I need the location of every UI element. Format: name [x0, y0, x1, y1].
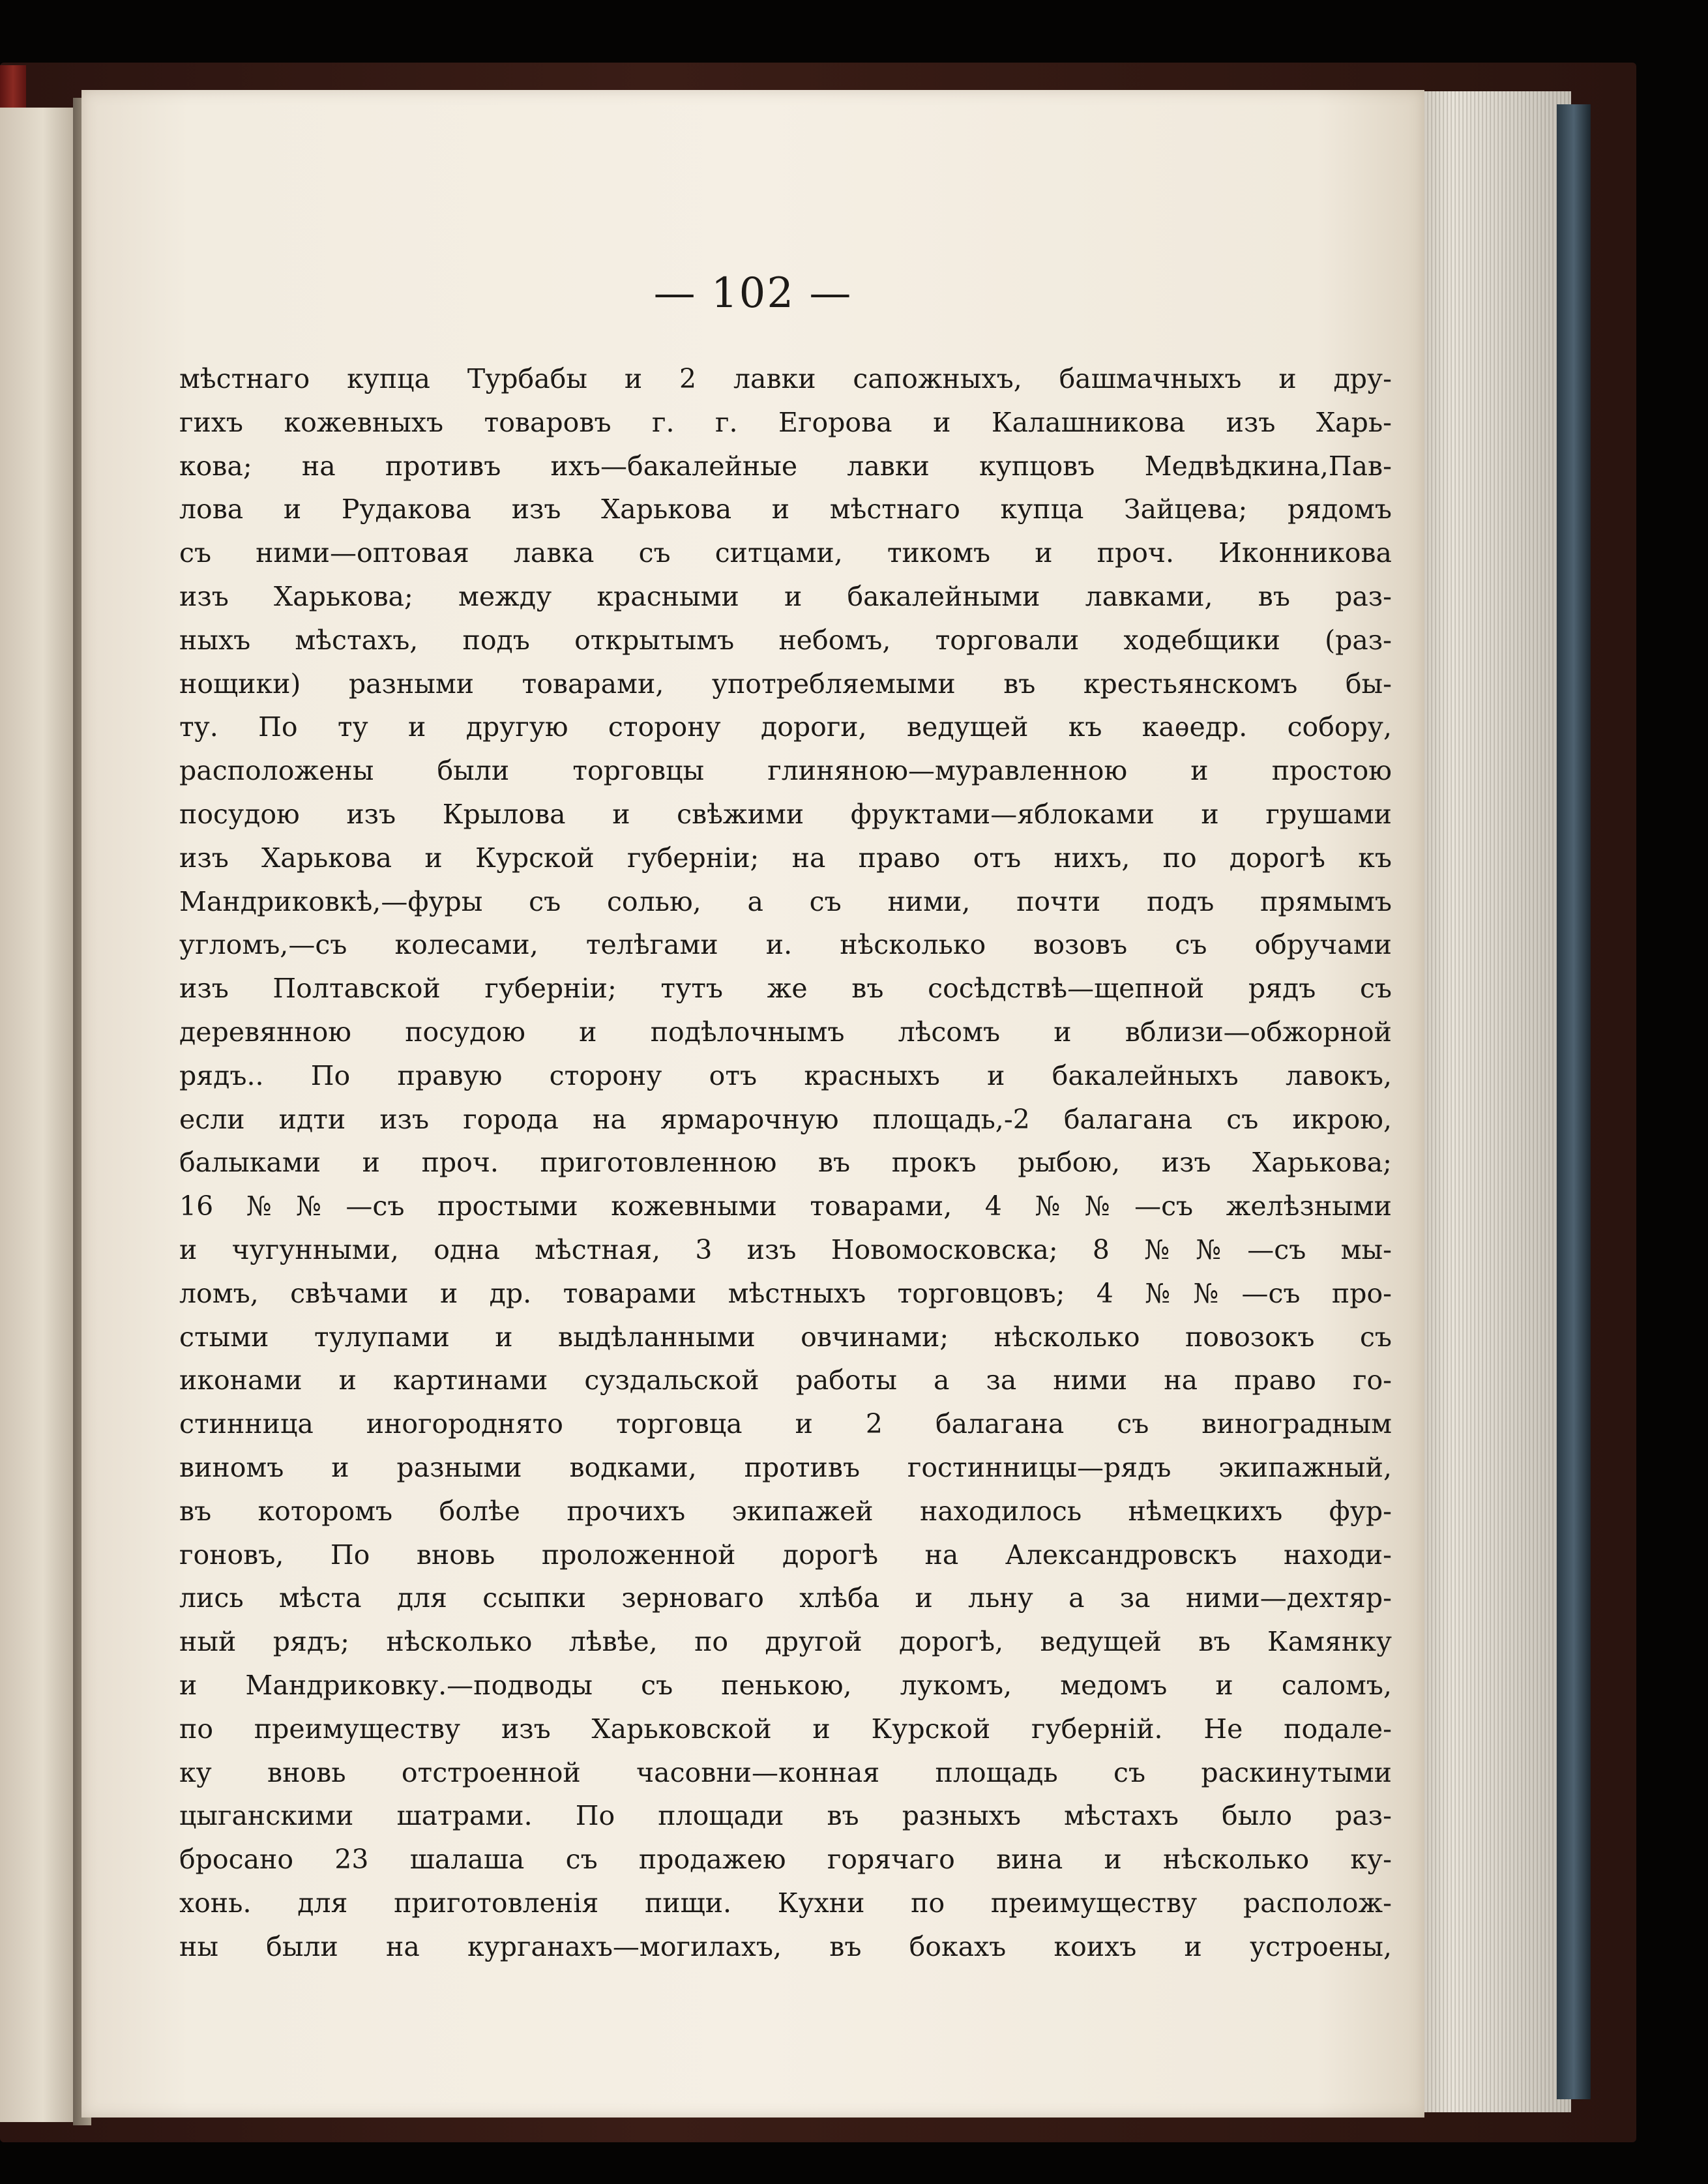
text-line: гоновъ, По вновь проложенной дорогѣ на Александровскъ находи-	[179, 1539, 1392, 1571]
book-page	[81, 90, 1424, 2118]
text-line: 16 №№—съ простыми кожевными товарами, 4 №№—съ желѣзными	[179, 1190, 1392, 1222]
text-line: рядъ.. По правую сторону отъ красныхъ и бакалейныхъ лавокъ,	[179, 1059, 1392, 1091]
left-facing-page	[0, 108, 80, 2122]
text-line: угломъ,—съ колесами, телѣгами и. нѣсколько возовъ съ обручами	[179, 929, 1392, 961]
text-line: ту. По ту и другую сторону дороги, ведущей къ каѳедр. собору,	[179, 711, 1392, 743]
text-line: бросано 23 шалаша съ продажею горячаго вина и нѣсколько ку-	[179, 1844, 1392, 1876]
bookmark-strip	[1557, 104, 1591, 2099]
text-line: изъ Харькова и Курской губерніи; на право отъ нихъ, по дорогѣ къ	[179, 842, 1392, 874]
text-line: балыками и проч. приготовленною въ прокъ рыбою, изъ Харькова;	[179, 1147, 1392, 1179]
text-line: иконами и картинами суздальской работы а за ними на право го-	[179, 1365, 1392, 1396]
text-line: съ ними—оптовая лавка съ ситцами, тикомъ и проч. Иконникова	[179, 537, 1392, 569]
text-line: кова; на противъ ихъ—бакалейные лавки купцовъ Медвѣдкина,Пав-	[179, 450, 1392, 482]
text-line: Мандриковкѣ,—фуры съ солью, а съ ними, почти подъ прямымъ	[179, 885, 1392, 917]
text-line: ны были на курганахъ—могилахъ, въ бокахъ коихъ и устроены,	[179, 1930, 1392, 1962]
text-line: ный рядъ; нѣсколько лѣвѣе, по другой дорогѣ, ведущей въ Камянку	[179, 1626, 1392, 1658]
text-line: изъ Полтавской губерніи; тутъ же въ сосѣдствѣ—щепной рядъ съ	[179, 973, 1392, 1005]
text-line: лись мѣста для ссыпки зерноваго хлѣба и льну а за ними—дехтяр-	[179, 1582, 1392, 1614]
text-line: стинница иногороднято торговца и 2 балагана съ виноградным	[179, 1408, 1392, 1440]
text-line: и чугунными, одна мѣстная, 3 изъ Новомосковска; 8 №№—съ мы-	[179, 1233, 1392, 1265]
text-line: лова и Рудакова изъ Харькова и мѣстнаго купца Зайцева; рядомъ	[179, 494, 1392, 525]
page-number: — 102 —	[653, 269, 853, 317]
text-line: въ которомъ болѣе прочихъ экипажей находилось нѣмецкихъ фур-	[179, 1495, 1392, 1527]
text-line: виномъ и разными водками, противъ гостинницы—рядъ экипажный,	[179, 1451, 1392, 1483]
text-line: хонь. для приготовленія пищи. Кухни по преимуществу располож-	[179, 1887, 1392, 1919]
text-line: посудою изъ Крылова и свѣжими фруктами—яблоками и грушами	[179, 798, 1392, 830]
text-line: ломъ, свѣчами и др. товарами мѣстныхъ торговцовъ; 4 №№—съ про-	[179, 1277, 1392, 1309]
page-body-text	[179, 357, 1392, 1968]
text-line: расположены были торговцы глиняною—муравленною и простою	[179, 755, 1392, 787]
text-line: ку вновь отстроенной часовни—конная площадь съ раскинутыми	[179, 1756, 1392, 1788]
text-line: по преимуществу изъ Харьковской и Курской губерній. Не подале-	[179, 1713, 1392, 1745]
text-line: деревянною посудою и подѣлочнымъ лѣсомъ и вблизи—обжорной	[179, 1016, 1392, 1048]
page-edges-shade	[1402, 91, 1571, 2112]
text-line: нощики) разными товарами, употребляемыми въ крестьянскомъ бы-	[179, 668, 1392, 700]
text-line: ныхъ мѣстахъ, подъ открытымъ небомъ, торговали ходебщики (раз-	[179, 624, 1392, 656]
text-line: гихъ кожевныхъ товаровъ г. г. Егорова и Калашникова изъ Харь-	[179, 406, 1392, 438]
text-line: если идти изъ города на ярмарочную площадь,-2 балагана съ икрою,	[179, 1103, 1392, 1135]
text-line: стыми тулупами и выдѣланными овчинами; нѣсколько повозокъ съ	[179, 1321, 1392, 1353]
text-line: и Мандриковку.—подводы съ пенькою, лукомъ, медомъ и саломъ,	[179, 1669, 1392, 1701]
text-line: цыганскими шатрами. По площади въ разныхъ мѣстахъ было раз-	[179, 1800, 1392, 1832]
text-line: мѣстнаго купца Турбабы и 2 лавки сапожныхъ, башмачныхъ и дру-	[179, 363, 1392, 394]
text-line: изъ Харькова; между красными и бакалейными лавками, въ раз-	[179, 580, 1392, 612]
